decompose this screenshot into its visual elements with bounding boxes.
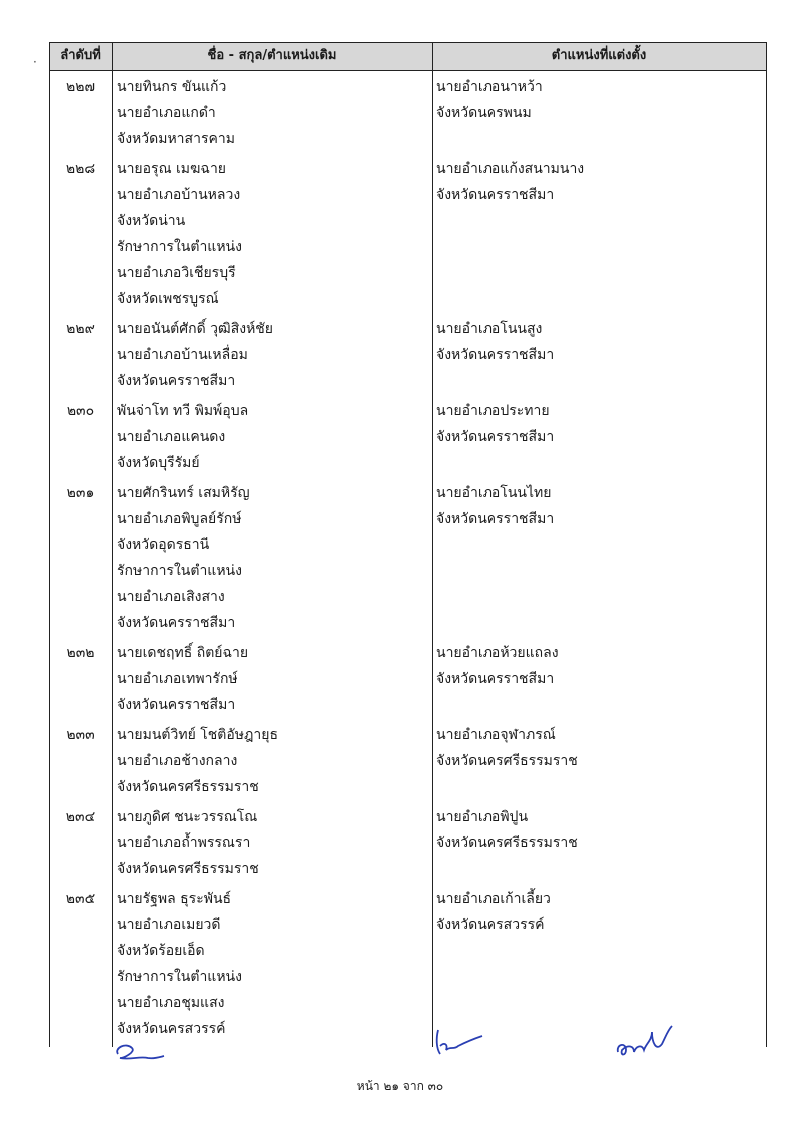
new-position-cell [436, 886, 551, 938]
signature-initial-right [612, 1022, 676, 1062]
former-position-line: รักษาการในตำแหน่ง [117, 239, 242, 255]
former-position-line: นายอำเภอพิบูลย์รักษ์ [117, 511, 242, 527]
new-position-line: จังหวัดนครพนม [436, 105, 532, 121]
former-position-line: รักษาการในตำแหน่ง [117, 563, 242, 579]
table-row [49, 640, 767, 718]
row-number: ๒๓๓ [66, 727, 95, 743]
former-position-line: จังหวัดมหาสารคาม [117, 131, 235, 147]
new-position-line: นายอำเภอจุฬาภรณ์ [436, 727, 556, 743]
former-position-line: จังหวัดน่าน [117, 213, 186, 229]
scan-speck: · [33, 55, 37, 69]
row-number: ๒๓๒ [66, 645, 95, 661]
former-position-line: นายอำเภอบ้านเหลื่อม [117, 347, 248, 363]
person-name: นายทินกร ขันแก้ว [117, 79, 227, 95]
new-position-line: จังหวัดนครราชสีมา [436, 187, 555, 203]
row-number: ๒๓๔ [65, 809, 96, 825]
new-position-cell [436, 640, 559, 692]
new-position-cell [436, 74, 543, 126]
table-row [49, 316, 767, 394]
new-position-cell [436, 480, 554, 532]
new-position-line: นายอำเภอประทาย [436, 403, 550, 419]
former-position-cell [117, 74, 235, 152]
former-position-line: จังหวัดร้อยเอ็ด [117, 943, 205, 959]
new-position-line: จังหวัดนครราชสีมา [436, 511, 555, 527]
row-number: ๒๓๕ [65, 891, 96, 907]
new-position-cell [436, 722, 578, 774]
former-position-line: จังหวัดเพชรบูรณ์ [117, 291, 219, 307]
header-col-num: ลำดับที่ [60, 48, 101, 63]
former-position-cell [117, 398, 248, 476]
former-position-line: จังหวัดนครสวรรค์ [117, 1021, 226, 1037]
row-number: ๒๓๐ [66, 403, 95, 419]
former-position-line: นายอำเภอบ้านหลวง [117, 187, 241, 203]
former-position-cell [117, 722, 278, 800]
header-col-new: ตำแหน่งที่แต่งตั้ง [551, 48, 647, 63]
new-position-line: นายอำเภอพิปูน [436, 809, 529, 825]
table-row [49, 398, 767, 476]
signature-initial-middle [432, 1026, 488, 1058]
former-position-line: นายอำเภอแกดำ [117, 105, 216, 121]
former-position-cell [117, 480, 250, 636]
former-position-line: จังหวัดนครราชสีมา [117, 697, 236, 713]
page-footer: หน้า ๒๑ จาก ๓๐ [356, 1079, 444, 1093]
table-row [49, 804, 767, 882]
person-name: นายมนต์วิทย์ โชติอัษฎายุธ [117, 727, 279, 743]
former-position-line: จังหวัดนครราชสีมา [117, 373, 236, 389]
former-position-line: จังหวัดอุดรธานี [117, 537, 210, 553]
table-row [49, 722, 767, 800]
former-position-line: จังหวัดนครศรีธรรมราช [117, 861, 259, 877]
row-number: ๒๓๑ [66, 485, 95, 501]
former-position-line: นายอำเภอเทพารักษ์ [117, 671, 238, 687]
table-row [49, 886, 767, 1042]
new-position-line: นายอำเภอโนนไทย [436, 485, 552, 501]
table-row [49, 74, 767, 152]
new-position-line: นายอำเภอโนนสูง [436, 321, 543, 337]
person-name: นายศักรินทร์ เสมหิรัญ [117, 485, 250, 501]
former-position-cell [117, 886, 242, 1042]
former-position-cell [117, 316, 273, 394]
former-position-cell [117, 156, 242, 312]
new-position-line: นายอำเภอเก้าเลี้ยว [436, 891, 551, 907]
person-name: นายภูดิศ ชนะวรรณโณ [117, 809, 258, 825]
new-position-line: จังหวัดนครราชสีมา [436, 429, 555, 445]
former-position-line: จังหวัดนครศรีธรรมราช [117, 779, 259, 795]
new-position-cell [436, 156, 584, 208]
former-position-line: รักษาการในตำแหน่ง [117, 969, 242, 985]
new-position-line: นายอำเภอนาหว้า [436, 79, 543, 95]
person-name: นายอนันต์ศักดิ์ วุฒิสิงห์ชัย [117, 321, 274, 337]
former-position-cell [117, 804, 259, 882]
person-name: นายอรุณ เมฆฉาย [117, 161, 227, 177]
new-position-line: จังหวัดนครสวรรค์ [436, 917, 545, 933]
row-number: ๒๒๙ [66, 321, 95, 337]
new-position-line: นายอำเภอแก้งสนามนาง [436, 161, 585, 177]
table-row [49, 156, 767, 312]
former-position-line: นายอำเภอชุมแสง [117, 995, 225, 1011]
former-position-line: จังหวัดบุรีรัมย์ [117, 455, 200, 471]
person-name: พันจ่าโท ทวี พิมพ์อุบล [117, 403, 249, 419]
row-number: ๒๒๗ [66, 79, 95, 95]
former-position-line: นายอำเภอเมยวดี [117, 917, 221, 933]
signature-initial-left [110, 1038, 170, 1068]
header-col-name: ชื่อ - สกุล/ตำแหน่งเดิม [207, 48, 337, 63]
new-position-line: จังหวัดนครราชสีมา [436, 347, 555, 363]
former-position-line: นายอำเภอช้างกลาง [117, 753, 238, 769]
former-position-line: นายอำเภอวิเชียรบุรี [117, 265, 236, 281]
person-name: นายรัฐพล ธุระพันธ์ [117, 891, 232, 907]
person-name: นายเดชฤทธิ์ ถิตย์ฉาย [117, 645, 249, 661]
former-position-line: จังหวัดนครราชสีมา [117, 615, 236, 631]
appointment-table [49, 42, 767, 1047]
new-position-cell [436, 316, 554, 368]
former-position-line: นายอำเภอแคนดง [117, 429, 226, 445]
table-row [49, 480, 767, 636]
new-position-cell [436, 804, 578, 856]
former-position-line: นายอำเภอเสิงสาง [117, 589, 225, 605]
row-number: ๒๒๘ [65, 161, 96, 177]
former-position-cell [117, 640, 248, 718]
new-position-line: จังหวัดนครศรีธรรมราช [436, 835, 578, 851]
new-position-line: จังหวัดนครราชสีมา [436, 671, 555, 687]
new-position-line: จังหวัดนครศรีธรรมราช [436, 753, 578, 769]
header-divider [49, 70, 767, 71]
new-position-cell [436, 398, 554, 450]
new-position-line: นายอำเภอห้วยแถลง [436, 645, 559, 661]
former-position-line: นายอำเภอถ้ำพรรณรา [117, 835, 251, 851]
